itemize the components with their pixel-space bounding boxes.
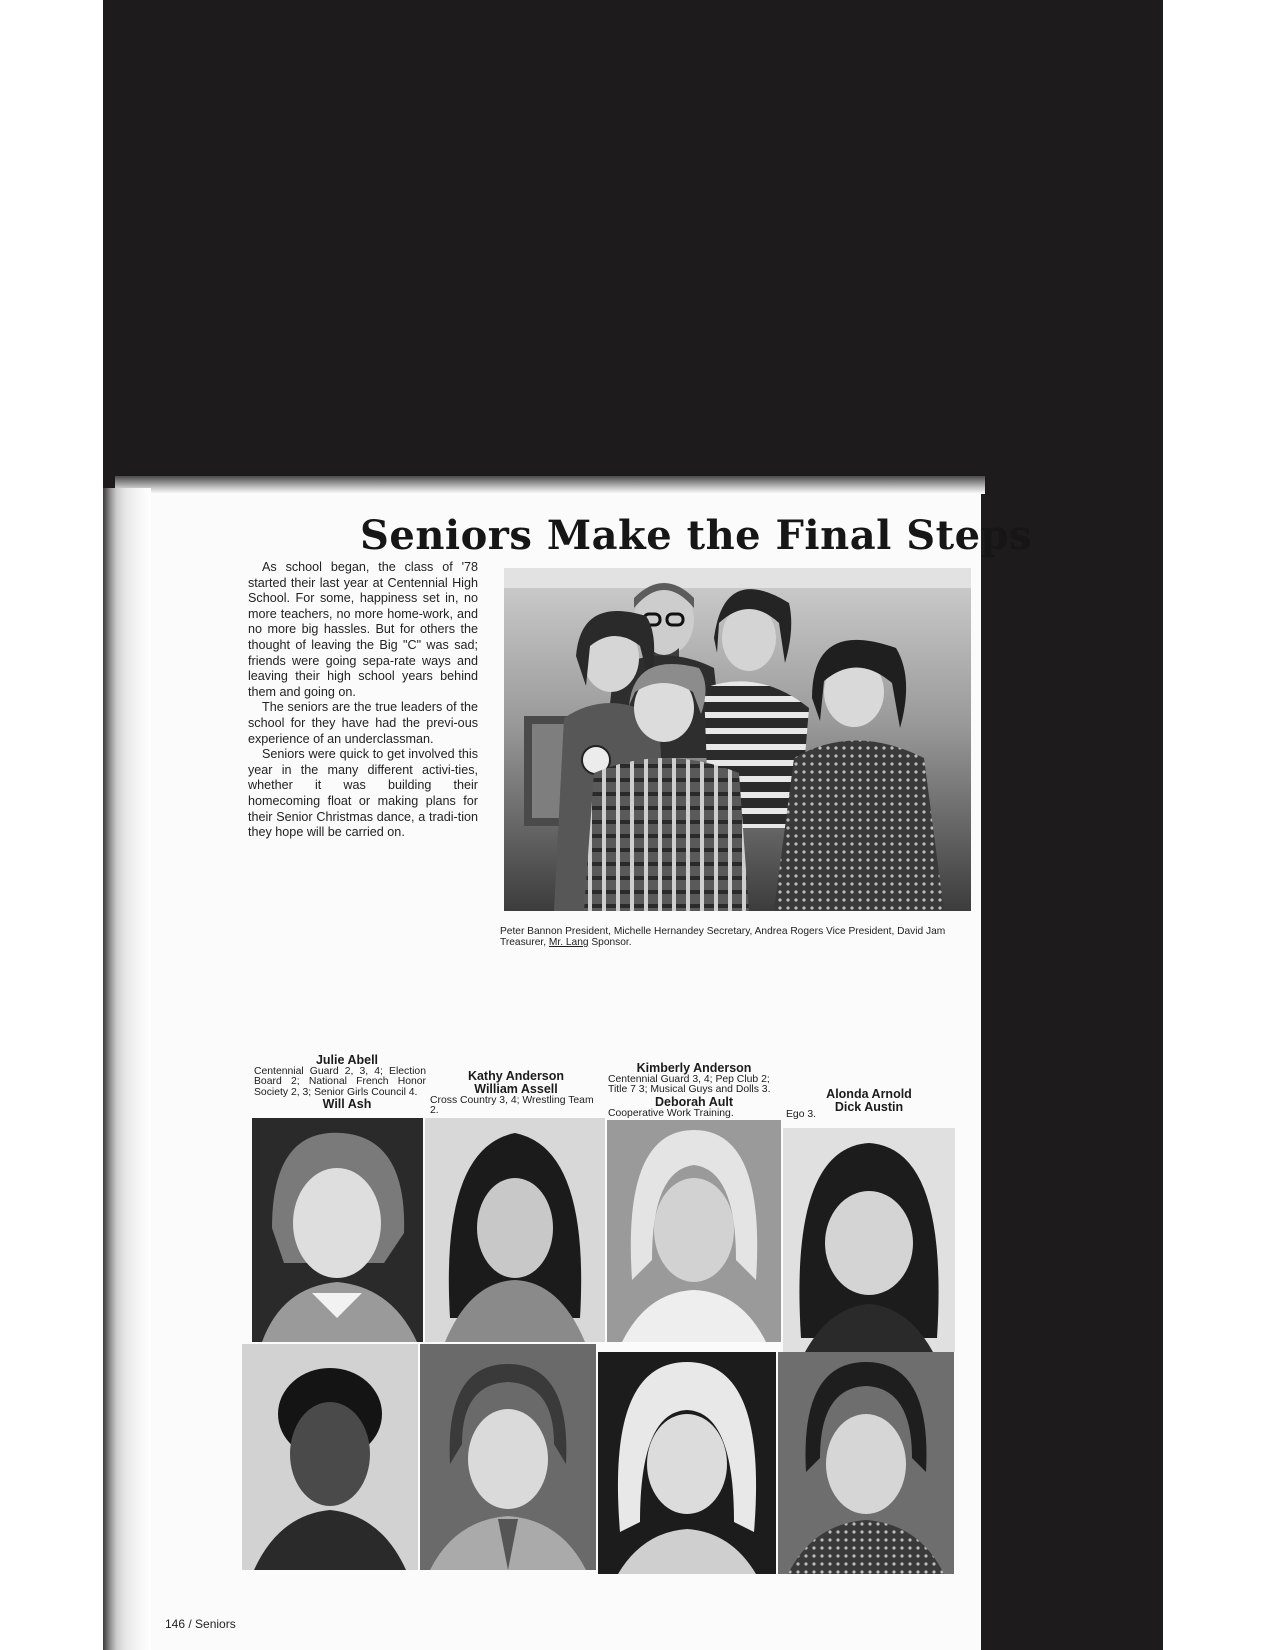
intro-text <box>248 560 478 841</box>
senior-entry <box>608 1062 780 1119</box>
senior-name: Kimberly Anderson <box>636 1061 752 1075</box>
senior-activities: Cooperative Work Training. <box>608 1107 734 1119</box>
senior-name: William Assell <box>474 1082 558 1096</box>
senior-portrait <box>420 1344 596 1570</box>
senior-entry <box>254 1054 426 1111</box>
caption-line: Treasurer, <box>500 937 549 948</box>
stray-text: Ego 3. <box>786 1109 817 1120</box>
senior-name: Julie Abell <box>315 1053 379 1067</box>
senior-portrait <box>783 1128 955 1352</box>
intro-paragraph: Seniors were quick to get involved this year in the many different activi-ties, whether it was building their homecoming float or making plans for their Senior Christmas dance, a tradi-tion they hope will be carried on. <box>248 747 478 840</box>
senior-portrait <box>598 1352 776 1574</box>
senior-portrait <box>242 1344 418 1570</box>
senior-activities: Centennial Guard 3, 4; Pep Club 2; Title 7 3; Musical Guys and Dolls 3. <box>608 1074 771 1096</box>
senior-portrait <box>607 1120 781 1342</box>
class-officers-photo <box>504 568 971 911</box>
intro-paragraph: The seniors are the true leaders of the school for they have had the previ-ous experience of an underclassman. <box>248 700 478 746</box>
caption-sponsor: Mr. Lang <box>548 937 589 948</box>
senior-name: Kathy Anderson <box>467 1069 565 1083</box>
senior-name: Alonda Arnold <box>826 1087 912 1101</box>
senior-name: Deborah Ault <box>654 1094 733 1109</box>
page-title: Seniors Make the Final Steps <box>360 512 1033 559</box>
caption-line: Sponsor. <box>588 937 632 948</box>
photo-caption <box>500 926 970 948</box>
page-folio: 146 / Seniors <box>165 1617 236 1631</box>
page-top-shadow <box>115 476 985 494</box>
senior-entry <box>800 1088 938 1114</box>
senior-activities: Cross Country 3, 4; Wrestling Team 2. <box>430 1095 594 1117</box>
senior-entry <box>430 1070 602 1117</box>
scanner-background-top <box>103 0 1163 500</box>
senior-activities: Centennial Guard 2, 3, 4; Election Board 2; National French Honor Society 2, 3; Senior Girls Council 4. <box>254 1066 426 1098</box>
senior-portrait <box>252 1118 423 1342</box>
senior-portrait <box>778 1352 954 1574</box>
senior-portrait <box>425 1118 605 1342</box>
page-binding-edge <box>103 488 151 1650</box>
intro-paragraph: As school began, the class of '78 started their last year at Centennial High School. For some, happiness set in, no more teachers, no more home-work, and no more big hassles. But for others the thought of leaving the Big "C" was sad; friends were going sepa-rate ways and leaving their high school years behind them and going on. <box>248 560 478 699</box>
caption-line: Peter Bannon President, Michelle Hernandey Secretary, Andrea Rogers Vice President, David Jam <box>500 926 946 937</box>
senior-name: Dick Austin <box>834 1100 904 1114</box>
senior-name: Will Ash <box>322 1097 372 1112</box>
scanner-background-right <box>955 495 1163 1650</box>
